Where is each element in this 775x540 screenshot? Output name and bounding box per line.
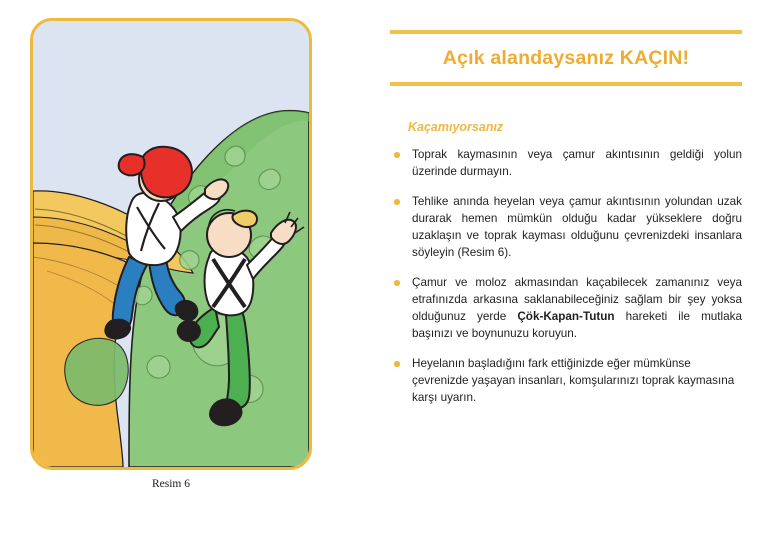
illustration-caption: Resim 6 xyxy=(151,478,190,490)
bullet-dot-icon xyxy=(394,280,400,286)
list-item xyxy=(390,356,742,407)
illustration-frame xyxy=(30,18,312,470)
landslide-escape-illustration xyxy=(33,21,309,467)
bullet-text: Çamur ve moloz akmasından kaçabilecek zamanınız veya etrafınızda arkasına saklanabileceğiniz sağlam bir şey yoksa olduğunuz yerde xyxy=(412,276,742,324)
page-title: Açık alandaysanız KAÇIN! xyxy=(442,47,690,69)
bullet-dot-icon xyxy=(394,152,400,158)
title-rule-bottom xyxy=(390,82,742,86)
bullet-dot-icon xyxy=(394,361,400,367)
advice-bullet-list xyxy=(390,147,742,407)
bullet-text: Heyelanın başladığını fark ettiğinizde eğer mümkünse çevrenizde yaşayan insanları, komşularınızı toprak kaymasına karşı uyarın. xyxy=(412,357,735,405)
bullet-text: Tehlike anında heyelan veya çamur akıntısının yolundan uzak durarak hemen mümkün olduğu kadar yükseklere doğru uzaklaşın ve toprak kayması olduğunu çevrenizdeki insanlara söyleyin (Resim 6). xyxy=(412,195,742,260)
bullet-text: Toprak kaymasının veya çamur akıntısının geldiği yolun üzerinde durmayın. xyxy=(412,148,742,179)
list-item xyxy=(390,147,742,181)
bullet-text-tail: hareketi ile mutlaka başınızı ve boynunuzu koruyun. xyxy=(412,310,742,341)
content-column xyxy=(390,30,742,420)
list-item xyxy=(390,194,742,262)
illustration-panel xyxy=(30,18,312,470)
subheading: Kaçamıyorsanız xyxy=(408,120,504,135)
bullet-text-emphasis: Çök-Kapan-Tutun xyxy=(517,310,615,324)
list-item xyxy=(390,275,742,343)
bullet-dot-icon xyxy=(394,199,400,205)
